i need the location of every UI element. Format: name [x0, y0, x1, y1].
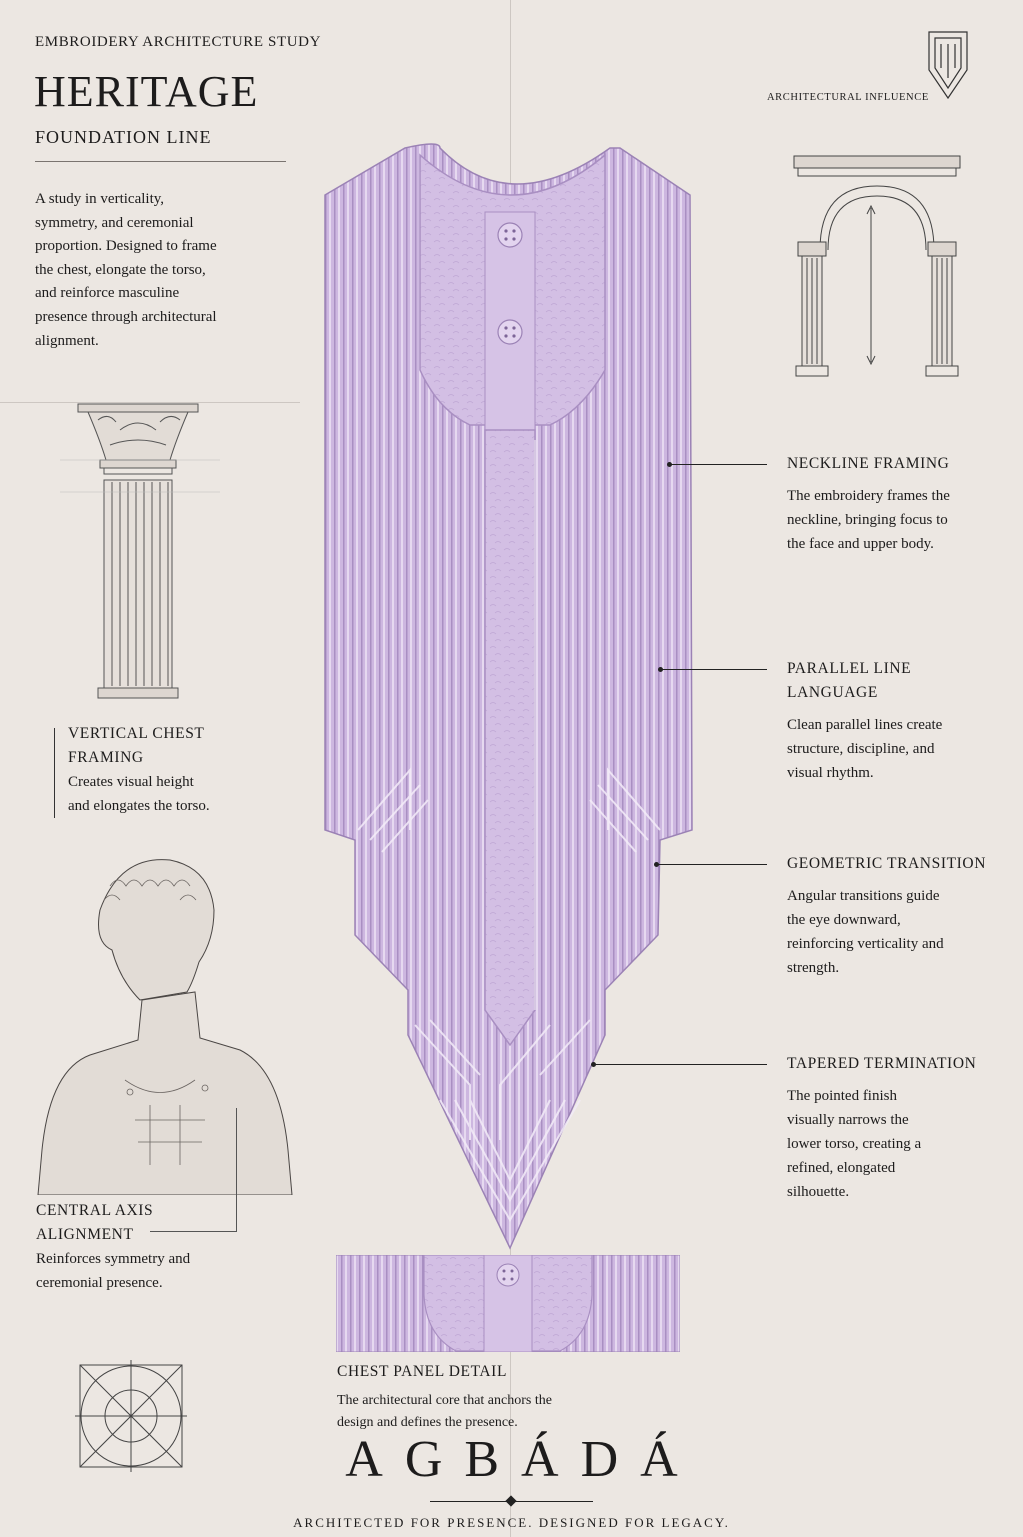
callout-text: The pointed finish visually narrows the lower torso, creating a refined, elongated silhouette. — [787, 1088, 922, 1200]
diamond-ornament-icon — [505, 1495, 516, 1506]
eyebrow-text: EMBROIDERY ARCHITECTURE STUDY — [35, 34, 322, 50]
callout-leader — [670, 464, 767, 465]
corinthian-column-icon — [60, 400, 220, 705]
roman-arch-icon — [780, 150, 980, 385]
architectural-influence-label: ARCHITECTURAL INFLUENCE — [767, 92, 929, 103]
callout-heading: TAPERED TERMINATION — [787, 1055, 977, 1072]
intro-paragraph: A study in verticality, symmetry, and ceremonial proportion. Designed to frame the chest, elongate the torso, and reinforce masculine presence through architectural alignment. — [35, 191, 217, 349]
note-heading: CENTRAL AXIS ALIGNMENT — [36, 1202, 154, 1243]
agbada-embroidery-panel — [320, 140, 700, 1255]
detail-heading: CHEST PANEL DETAIL — [337, 1363, 508, 1380]
detail-text: The architectural core that anchors the design and defines the presence. — [337, 1393, 552, 1430]
brand-tagline: ARCHITECTED FOR PRESENCE. DESIGNED FOR LEGACY. — [293, 1515, 730, 1530]
brand-wordmark: AGBÁDÁ — [345, 1431, 700, 1488]
callout-leader — [594, 1064, 767, 1065]
page-title: HERITAGE — [34, 67, 259, 116]
callout-leader — [661, 669, 767, 670]
title-divider — [35, 161, 286, 162]
note-heading: VERTICAL CHEST FRAMING — [68, 725, 205, 766]
callout-tapered-termination — [787, 1052, 997, 1204]
callout-neckline-framing — [787, 452, 997, 556]
note-accent-bar — [54, 728, 55, 818]
callout-text: The embroidery frames the neckline, bringing focus to the face and upper body. — [787, 488, 950, 552]
leader-line — [236, 1108, 237, 1231]
chest-panel-detail-image — [336, 1255, 680, 1352]
callout-text: Angular transitions guide the eye downward, reinforcing verticality and strength. — [787, 888, 944, 976]
callout-heading: PARALLEL LINE LANGUAGE — [787, 660, 912, 701]
note-text: Creates visual height and elongates the torso. — [68, 774, 210, 814]
callout-geometric-transition — [787, 852, 997, 980]
callout-parallel-line-language — [787, 657, 997, 785]
page-subtitle: FOUNDATION LINE — [35, 127, 212, 147]
callout-heading: NECKLINE FRAMING — [787, 455, 950, 472]
chest-panel-detail — [337, 1360, 637, 1434]
note-vertical-chest-framing — [68, 722, 238, 818]
note-central-axis-alignment — [36, 1199, 226, 1295]
callout-text: Clean parallel lines create structure, discipline, and visual rhythm. — [787, 717, 943, 781]
callout-heading: GEOMETRIC TRANSITION — [787, 855, 986, 872]
shield-monogram-icon — [925, 26, 971, 102]
classical-bust-icon — [30, 850, 300, 1195]
callout-leader — [657, 864, 767, 865]
note-text: Reinforces symmetry and ceremonial presence. — [36, 1251, 191, 1291]
